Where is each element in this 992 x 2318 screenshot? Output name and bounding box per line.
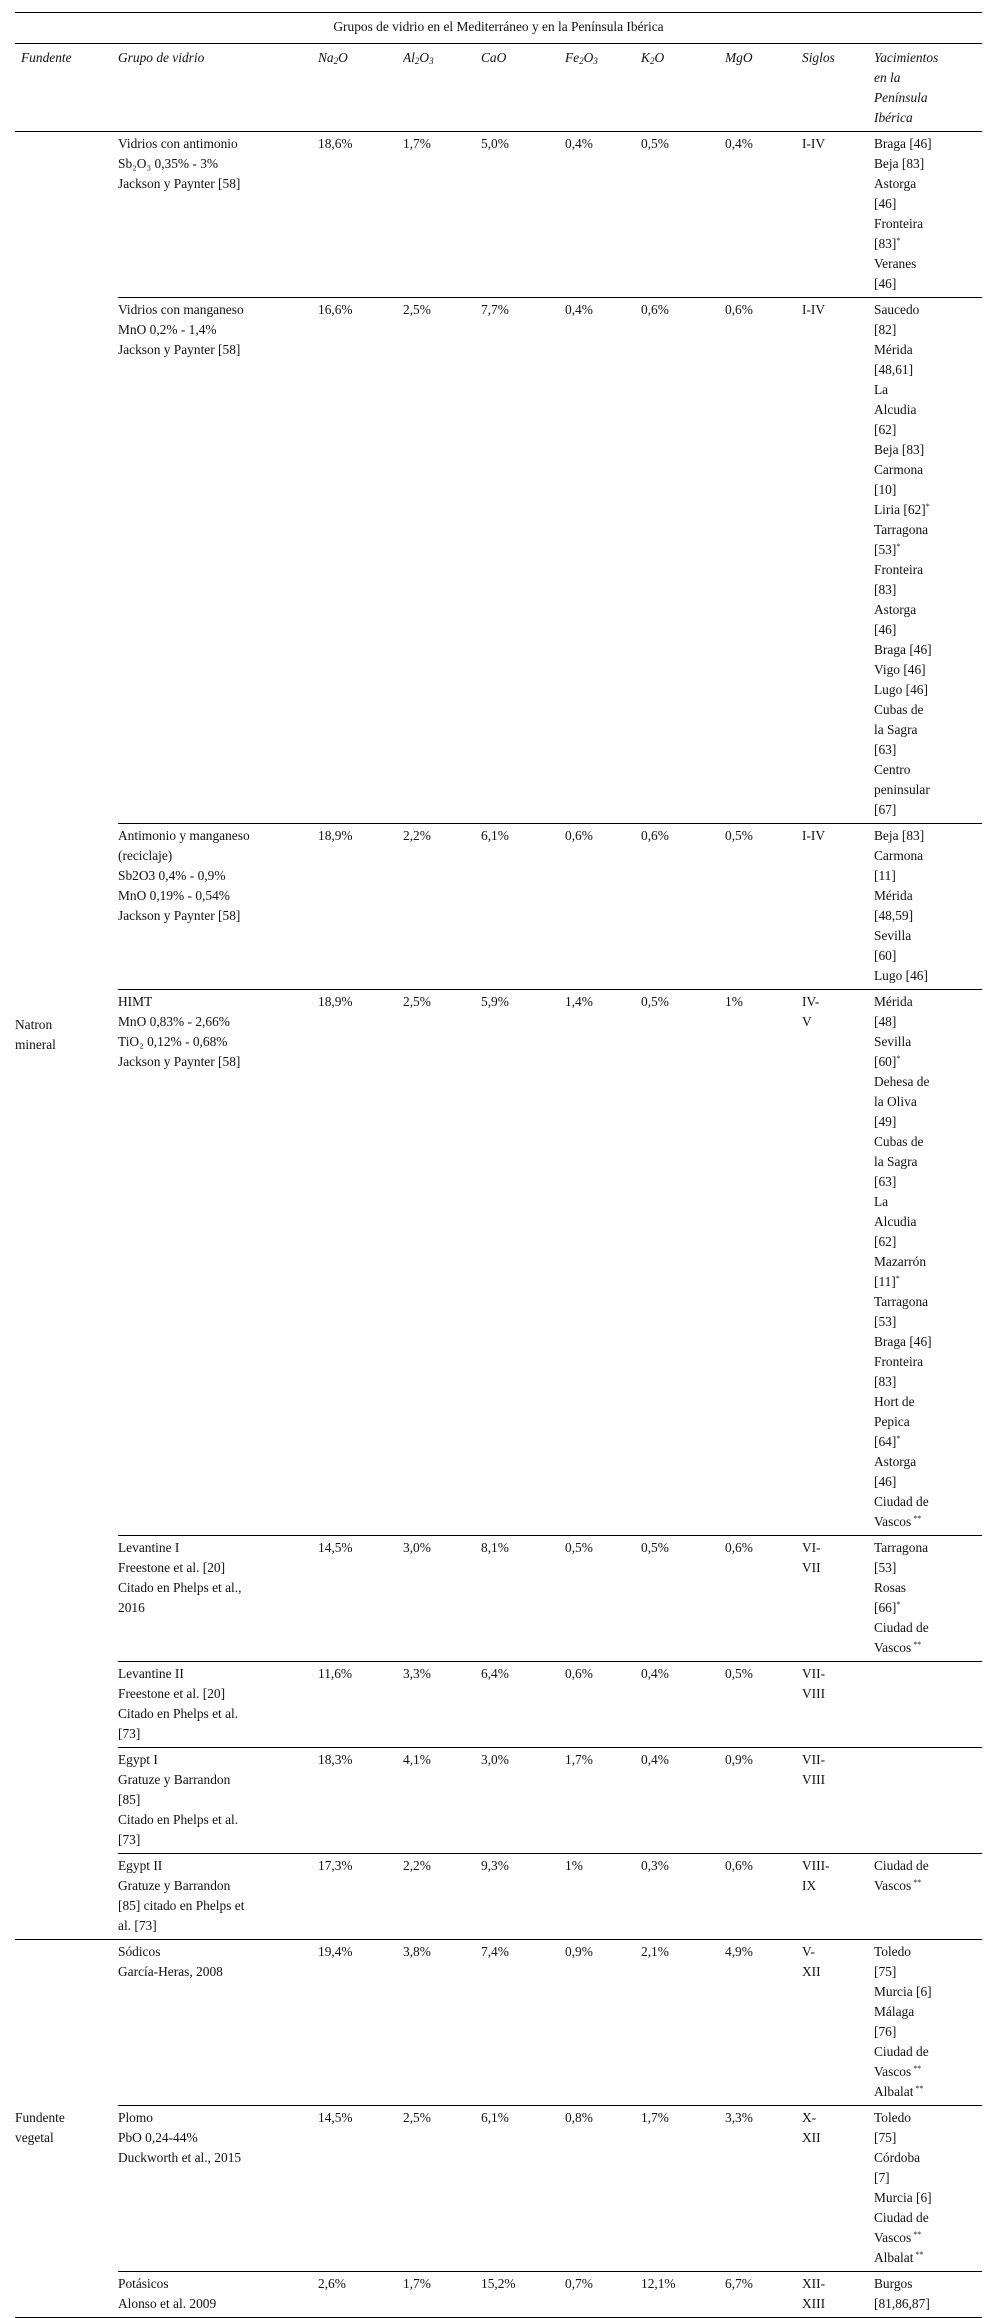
yacimiento-line: Beja [83] (874, 828, 925, 843)
na2o-value: 16,6% (318, 298, 403, 824)
na2o-value: 2,6% (318, 2272, 403, 2318)
yacimientos-cell (874, 132, 982, 298)
yacimiento-line: Dehesa de (874, 1074, 930, 1089)
al2o3-value: 2,2% (403, 1854, 481, 1940)
yacimiento-line: [63] (874, 742, 897, 757)
yacimiento-line: Fronteira (874, 562, 924, 577)
grupo-line: PbO 0,24-44% (118, 2130, 198, 2145)
fe2o3-value: 0,6% (565, 824, 641, 990)
table-row (15, 990, 982, 1536)
yacimiento-line: [11]* (874, 1274, 900, 1289)
yacimiento-line: [83] (874, 582, 897, 597)
yacimiento-line: [10] (874, 482, 897, 497)
glass-groups-table-container (15, 12, 982, 2318)
yacimiento-line: Vascos ** (874, 1640, 922, 1655)
grupo-line: Citado en Phelps et al. (118, 1706, 239, 1721)
mgo-value: 3,3% (725, 2106, 802, 2272)
siglos-line: VII- (802, 1752, 826, 1767)
yacimiento-line: Saucedo (874, 302, 920, 317)
grupo-line: Plomo (118, 2110, 153, 2125)
na2o-value: 14,5% (318, 1536, 403, 1662)
al2o3-value: 3,3% (403, 1662, 481, 1748)
k2o-value: 1,7% (641, 2106, 725, 2272)
yacimiento-line: [46] (874, 196, 897, 211)
grupo-line: Jackson y Paynter [58] (118, 908, 241, 923)
fe2o3-value: 1,4% (565, 990, 641, 1536)
k2o-value: 0,5% (641, 990, 725, 1536)
yacimientos-cell (874, 1748, 982, 1854)
fe2o3-value: 0,4% (565, 298, 641, 824)
siglos-line: XII (802, 2130, 821, 2145)
yacimiento-line: Cubas de (874, 1134, 924, 1149)
cao-value: 7,4% (481, 1940, 565, 2106)
na2o-value: 14,5% (318, 2106, 403, 2272)
grupo-line: Jackson y Paynter [58] (118, 1054, 241, 1069)
header-row (15, 44, 982, 132)
grupo-cell (118, 1536, 318, 1662)
grupo-line: MnO 0,83% - 2,66% (118, 1014, 230, 1029)
grupo-cell (118, 990, 318, 1536)
yacimiento-line: Vascos ** (874, 2064, 922, 2079)
grupo-line: [73] (118, 1726, 141, 1741)
fe2o3-value: 0,5% (565, 1536, 641, 1662)
yacimiento-line: [46] (874, 276, 897, 291)
yacimientos-cell (874, 990, 982, 1536)
fundente-cell (15, 1940, 118, 2318)
yacimiento-line: Centro (874, 762, 911, 777)
yacimiento-line: [48] (874, 1014, 897, 1029)
k2o-value: 0,3% (641, 1854, 725, 1940)
cao-value: 8,1% (481, 1536, 565, 1662)
yacimiento-line: [53]* (874, 542, 901, 557)
yacimientos-cell (874, 1854, 982, 1940)
siglos-line: I-IV (802, 828, 826, 843)
al2o3-value: 1,7% (403, 132, 481, 298)
grupo-line: al. [73] (118, 1918, 157, 1933)
fe2o3-value: 0,4% (565, 132, 641, 298)
grupo-line: Vidrios con manganeso (118, 302, 244, 317)
grupo-line: Sódicos (118, 1944, 161, 1959)
yacimientos-cell (874, 1940, 982, 2106)
grupo-line: [73] (118, 1832, 141, 1847)
table-row (15, 1748, 982, 1854)
k2o-value: 2,1% (641, 1940, 725, 2106)
yacimiento-line: Braga [46] (874, 136, 932, 151)
yacimiento-line: [64]* (874, 1434, 901, 1449)
fundente-label: Fundente (15, 2110, 65, 2125)
cao-value: 6,1% (481, 824, 565, 990)
yacimiento-line: Fronteira (874, 1354, 924, 1369)
yacimiento-line: la Sagra (874, 1154, 918, 1169)
yacimiento-line: [62] (874, 1234, 897, 1249)
na2o-value: 17,3% (318, 1854, 403, 1940)
yacimiento-line: [76] (874, 2024, 897, 2039)
header-fundente: Fundente (15, 44, 118, 132)
table-row (15, 298, 982, 824)
yacimiento-line: peninsular (874, 782, 930, 797)
siglos-line: X- (802, 2110, 817, 2125)
header-grupo: Grupo de vidrio (118, 44, 318, 132)
yacimiento-line: [53] (874, 1560, 897, 1575)
yacimiento-line: Toledo (874, 2110, 911, 2125)
yacimiento-line: Mérida (874, 888, 913, 903)
mgo-value: 6,7% (725, 2272, 802, 2318)
siglos-cell (802, 1662, 874, 1748)
na2o-value: 18,3% (318, 1748, 403, 1854)
yacimiento-line: [83]* (874, 236, 901, 251)
yacimiento-line: Mérida (874, 342, 913, 357)
al2o3-value: 2,2% (403, 824, 481, 990)
siglos-line: XII (802, 1964, 821, 1979)
fe2o3-value: 0,6% (565, 1662, 641, 1748)
yacimiento-line: La (874, 1194, 889, 1209)
fundente-cell (15, 132, 118, 1940)
grupo-line: MnO 0,19% - 0,54% (118, 888, 230, 903)
siglos-line: IV- (802, 994, 820, 1009)
header-cao: CaO (481, 44, 565, 132)
yacimiento-line: Vigo [46] (874, 662, 926, 677)
grupo-cell (118, 824, 318, 990)
grupo-line: Citado en Phelps et al., (118, 1580, 242, 1595)
yacimiento-line: Ciudad de (874, 1494, 929, 1509)
grupo-cell (118, 1940, 318, 2106)
mgo-value: 1% (725, 990, 802, 1536)
table-row (15, 132, 982, 298)
yacimiento-line: [75] (874, 2130, 897, 2145)
yacimiento-line: [60]* (874, 1054, 901, 1069)
siglos-cell (802, 1940, 874, 2106)
yacimiento-line: Málaga (874, 2004, 915, 2019)
yacimiento-line: [82] (874, 322, 897, 337)
mgo-value: 0,6% (725, 1536, 802, 1662)
grupo-line: [85] (118, 1792, 141, 1807)
mgo-value: 0,6% (725, 298, 802, 824)
siglos-line: V (802, 1014, 812, 1029)
siglos-line: XII- (802, 2276, 826, 2291)
siglos-line: IX (802, 1878, 817, 1893)
na2o-value: 19,4% (318, 1940, 403, 2106)
siglos-cell (802, 1854, 874, 1940)
grupo-line: Sb2O3 0,4% - 0,9% (118, 868, 226, 883)
al2o3-value: 2,5% (403, 298, 481, 824)
siglos-cell (802, 1748, 874, 1854)
grupo-line: Sb₂O₃ 0,35% - 3% (118, 156, 219, 171)
cao-value: 9,3% (481, 1854, 565, 1940)
yacimiento-line: [63] (874, 1174, 897, 1189)
fe2o3-value: 1% (565, 1854, 641, 1940)
yacimiento-line: Ciudad de (874, 2210, 929, 2225)
grupo-line: Jackson y Paynter [58] (118, 342, 241, 357)
yacimiento-line: [60] (874, 948, 897, 963)
yacimiento-line: Mazarrón (874, 1254, 927, 1269)
yacimiento-line: Ciudad de (874, 1620, 929, 1635)
yacimiento-line: Lugo [46] (874, 968, 928, 983)
na2o-value: 18,6% (318, 132, 403, 298)
table-row (15, 1536, 982, 1662)
yacimiento-line: la Sagra (874, 722, 918, 737)
cao-value: 5,0% (481, 132, 565, 298)
yacimiento-line: Vascos ** (874, 1878, 922, 1893)
fundente-label: Natron (15, 1017, 53, 1032)
grupo-line: HIMT (118, 994, 153, 1009)
grupo-cell (118, 1748, 318, 1854)
k2o-value: 0,4% (641, 1748, 725, 1854)
glass-groups-table (15, 12, 982, 2318)
siglos-line: I-IV (802, 136, 826, 151)
al2o3-value: 2,5% (403, 2106, 481, 2272)
table-row (15, 2106, 982, 2272)
cao-value: 6,4% (481, 1662, 565, 1748)
table-row (15, 1662, 982, 1748)
yacimiento-line: La (874, 382, 889, 397)
yacimientos-cell (874, 2272, 982, 2318)
table-caption: Grupos de vidrio en el Mediterráneo y en la Península Ibérica (15, 12, 982, 44)
yacimiento-line: Fronteira (874, 216, 924, 231)
k2o-value: 12,1% (641, 2272, 725, 2318)
yacimiento-line: Astorga (874, 176, 917, 191)
yacimientos-cell (874, 1662, 982, 1748)
siglos-line: V- (802, 1944, 815, 1959)
na2o-value: 18,9% (318, 990, 403, 1536)
yacimiento-line: Ciudad de (874, 1858, 929, 1873)
siglos-cell (802, 2106, 874, 2272)
cao-value: 7,7% (481, 298, 565, 824)
yacimiento-line: Carmona (874, 848, 924, 863)
grupo-line: (reciclaje) (118, 848, 173, 863)
siglos-cell (802, 298, 874, 824)
yacimiento-line: Burgos (874, 2276, 913, 2291)
yacimiento-line: Córdoba (874, 2150, 921, 2165)
yacimiento-line: Tarragona (874, 1540, 929, 1555)
k2o-value: 0,5% (641, 1536, 725, 1662)
siglos-line: VIII (802, 1772, 826, 1787)
na2o-value: 18,9% (318, 824, 403, 990)
siglos-line: I-IV (802, 302, 826, 317)
k2o-value: 0,6% (641, 298, 725, 824)
al2o3-value: 2,5% (403, 990, 481, 1536)
yacimientos-cell (874, 2106, 982, 2272)
al2o3-value: 1,7% (403, 2272, 481, 2318)
yacimiento-line: [7] (874, 2170, 890, 2185)
yacimiento-line: Beja [83] (874, 442, 925, 457)
yacimiento-line: Ciudad de (874, 2044, 929, 2059)
yacimiento-line: Astorga (874, 602, 917, 617)
grupo-line: [85] citado en Phelps et (118, 1898, 245, 1913)
yacimiento-line: Albalat ** (874, 2084, 924, 2099)
k2o-value: 0,5% (641, 132, 725, 298)
yacimiento-line: [46] (874, 1474, 897, 1489)
grupo-cell (118, 1662, 318, 1748)
yacimiento-line: Braga [46] (874, 1334, 932, 1349)
header-mgo: MgO (725, 44, 802, 132)
grupo-cell (118, 2106, 318, 2272)
yacimiento-line: [46] (874, 622, 897, 637)
na2o-value: 11,6% (318, 1662, 403, 1748)
mgo-value: 0,4% (725, 132, 802, 298)
siglos-line: VII- (802, 1666, 826, 1681)
table-row (15, 1854, 982, 1940)
yacimiento-line: [48,61] (874, 362, 914, 377)
fundente-label: vegetal (15, 2130, 54, 2145)
yacimiento-line: [11] (874, 868, 896, 883)
grupo-line: Levantine II (118, 1666, 184, 1681)
grupo-line: Jackson y Paynter [58] (118, 176, 241, 191)
yacimientos-cell (874, 824, 982, 990)
siglos-line: VI- (802, 1540, 821, 1555)
yacimiento-line: Carmona (874, 462, 924, 477)
siglos-line: VII (802, 1560, 821, 1575)
mgo-value: 0,5% (725, 1662, 802, 1748)
fundente-label: mineral (15, 1037, 56, 1052)
grupo-line: Freestone et al. [20] (118, 1560, 226, 1575)
header-siglos: Siglos (802, 44, 874, 132)
grupo-line: García-Heras, 2008 (118, 1964, 223, 1979)
fe2o3-value: 0,8% (565, 2106, 641, 2272)
grupo-line: Alonso et al. 2009 (118, 2296, 217, 2311)
grupo-cell (118, 2272, 318, 2318)
al2o3-value: 4,1% (403, 1748, 481, 1854)
siglos-cell (802, 132, 874, 298)
yacimiento-line: Liria [62]* (874, 502, 930, 517)
yacimiento-line: [66]* (874, 1600, 901, 1615)
header-al2o3: $Al_2O_3$ (403, 44, 481, 132)
mgo-value: 0,9% (725, 1748, 802, 1854)
grupo-line: Gratuze y Barrandon (118, 1878, 231, 1893)
yacimiento-line: [83] (874, 1374, 897, 1389)
header-na2o: $Na_2O$ (318, 44, 403, 132)
yacimiento-line: Braga [46] (874, 642, 932, 657)
yacimiento-line: [67] (874, 802, 897, 817)
yacimiento-line: Lugo [46] (874, 682, 928, 697)
grupo-line: Potásicos (118, 2276, 169, 2291)
grupo-line: Levantine I (118, 1540, 180, 1555)
yacimiento-line: Tarragona (874, 1294, 929, 1309)
yacimiento-line: Alcudia (874, 402, 917, 417)
grupo-cell (118, 132, 318, 298)
yacimiento-line: Beja [83] (874, 156, 925, 171)
header-k2o: $K_2O$ (641, 44, 725, 132)
yacimiento-line: Vascos ** (874, 1514, 922, 1529)
header-fe2o3: $Fe_2O_3$ (565, 44, 641, 132)
siglos-line: VIII (802, 1686, 826, 1701)
yacimiento-line: Toledo (874, 1944, 911, 1959)
yacimientos-cell (874, 1536, 982, 1662)
yacimiento-line: Veranes (874, 256, 917, 271)
grupo-line: Citado en Phelps et al. (118, 1812, 239, 1827)
al2o3-value: 3,0% (403, 1536, 481, 1662)
yacimiento-line: [81,86,87] (874, 2296, 930, 2311)
grupo-cell (118, 1854, 318, 1940)
fe2o3-value: 1,7% (565, 1748, 641, 1854)
yacimiento-line: Pepica (874, 1414, 910, 1429)
siglos-line: XIII (802, 2296, 826, 2311)
yacimiento-line: Rosas (874, 1580, 906, 1595)
grupo-line: MnO 0,2% - 1,4% (118, 322, 217, 337)
cao-value: 6,1% (481, 2106, 565, 2272)
mgo-value: 0,5% (725, 824, 802, 990)
siglos-cell (802, 990, 874, 1536)
fe2o3-value: 0,9% (565, 1940, 641, 2106)
al2o3-value: 3,8% (403, 1940, 481, 2106)
table-row (15, 1940, 982, 2106)
yacimiento-line: Murcia [6] (874, 1984, 932, 1999)
table-row (15, 824, 982, 990)
siglos-cell (802, 824, 874, 990)
yacimiento-line: [75] (874, 1964, 897, 1979)
siglos-line: VIII- (802, 1858, 830, 1873)
siglos-cell (802, 1536, 874, 1662)
fe2o3-value: 0,7% (565, 2272, 641, 2318)
header-yacimientos: Yacimientos en la Península Ibérica (874, 44, 982, 132)
k2o-value: 0,4% (641, 1662, 725, 1748)
grupo-line: Antimonio y manganeso (118, 828, 250, 843)
yacimiento-line: Tarragona (874, 522, 929, 537)
yacimiento-line: Mérida (874, 994, 913, 1009)
yacimiento-line: Albalat ** (874, 2250, 924, 2265)
table-body (15, 132, 982, 2318)
cao-value: 5,9% (481, 990, 565, 1536)
yacimiento-line: [53] (874, 1314, 897, 1329)
yacimiento-line: [49] (874, 1114, 897, 1129)
yacimiento-line: Vascos ** (874, 2230, 922, 2245)
k2o-value: 0,6% (641, 824, 725, 990)
siglos-cell (802, 2272, 874, 2318)
grupo-line: Gratuze y Barrandon (118, 1772, 231, 1787)
yacimiento-line: Murcia [6] (874, 2190, 932, 2205)
grupo-line: Duckworth et al., 2015 (118, 2150, 242, 2165)
cao-value: 3,0% (481, 1748, 565, 1854)
table-row (15, 2272, 982, 2318)
yacimiento-line: Sevilla (874, 1034, 912, 1049)
grupo-line: Egypt I (118, 1752, 158, 1767)
yacimiento-line: Astorga (874, 1454, 917, 1469)
yacimiento-line: [62] (874, 422, 897, 437)
grupo-line: 2016 (118, 1600, 145, 1615)
yacimiento-line: Cubas de (874, 702, 924, 717)
mgo-value: 0,6% (725, 1854, 802, 1940)
yacimiento-line: Sevilla (874, 928, 912, 943)
grupo-line: Freestone et al. [20] (118, 1686, 226, 1701)
yacimiento-line: Alcudia (874, 1214, 917, 1229)
grupo-cell (118, 298, 318, 824)
grupo-line: Egypt II (118, 1858, 163, 1873)
yacimiento-line: Hort de (874, 1394, 915, 1409)
grupo-line: Vidrios con antimonio (118, 136, 238, 151)
yacimientos-cell (874, 298, 982, 824)
grupo-line: TiO₂ 0,12% - 0,68% (118, 1034, 228, 1049)
mgo-value: 4,9% (725, 1940, 802, 2106)
yacimiento-line: la Oliva (874, 1094, 917, 1109)
cao-value: 15,2% (481, 2272, 565, 2318)
yacimiento-line: [48,59] (874, 908, 914, 923)
